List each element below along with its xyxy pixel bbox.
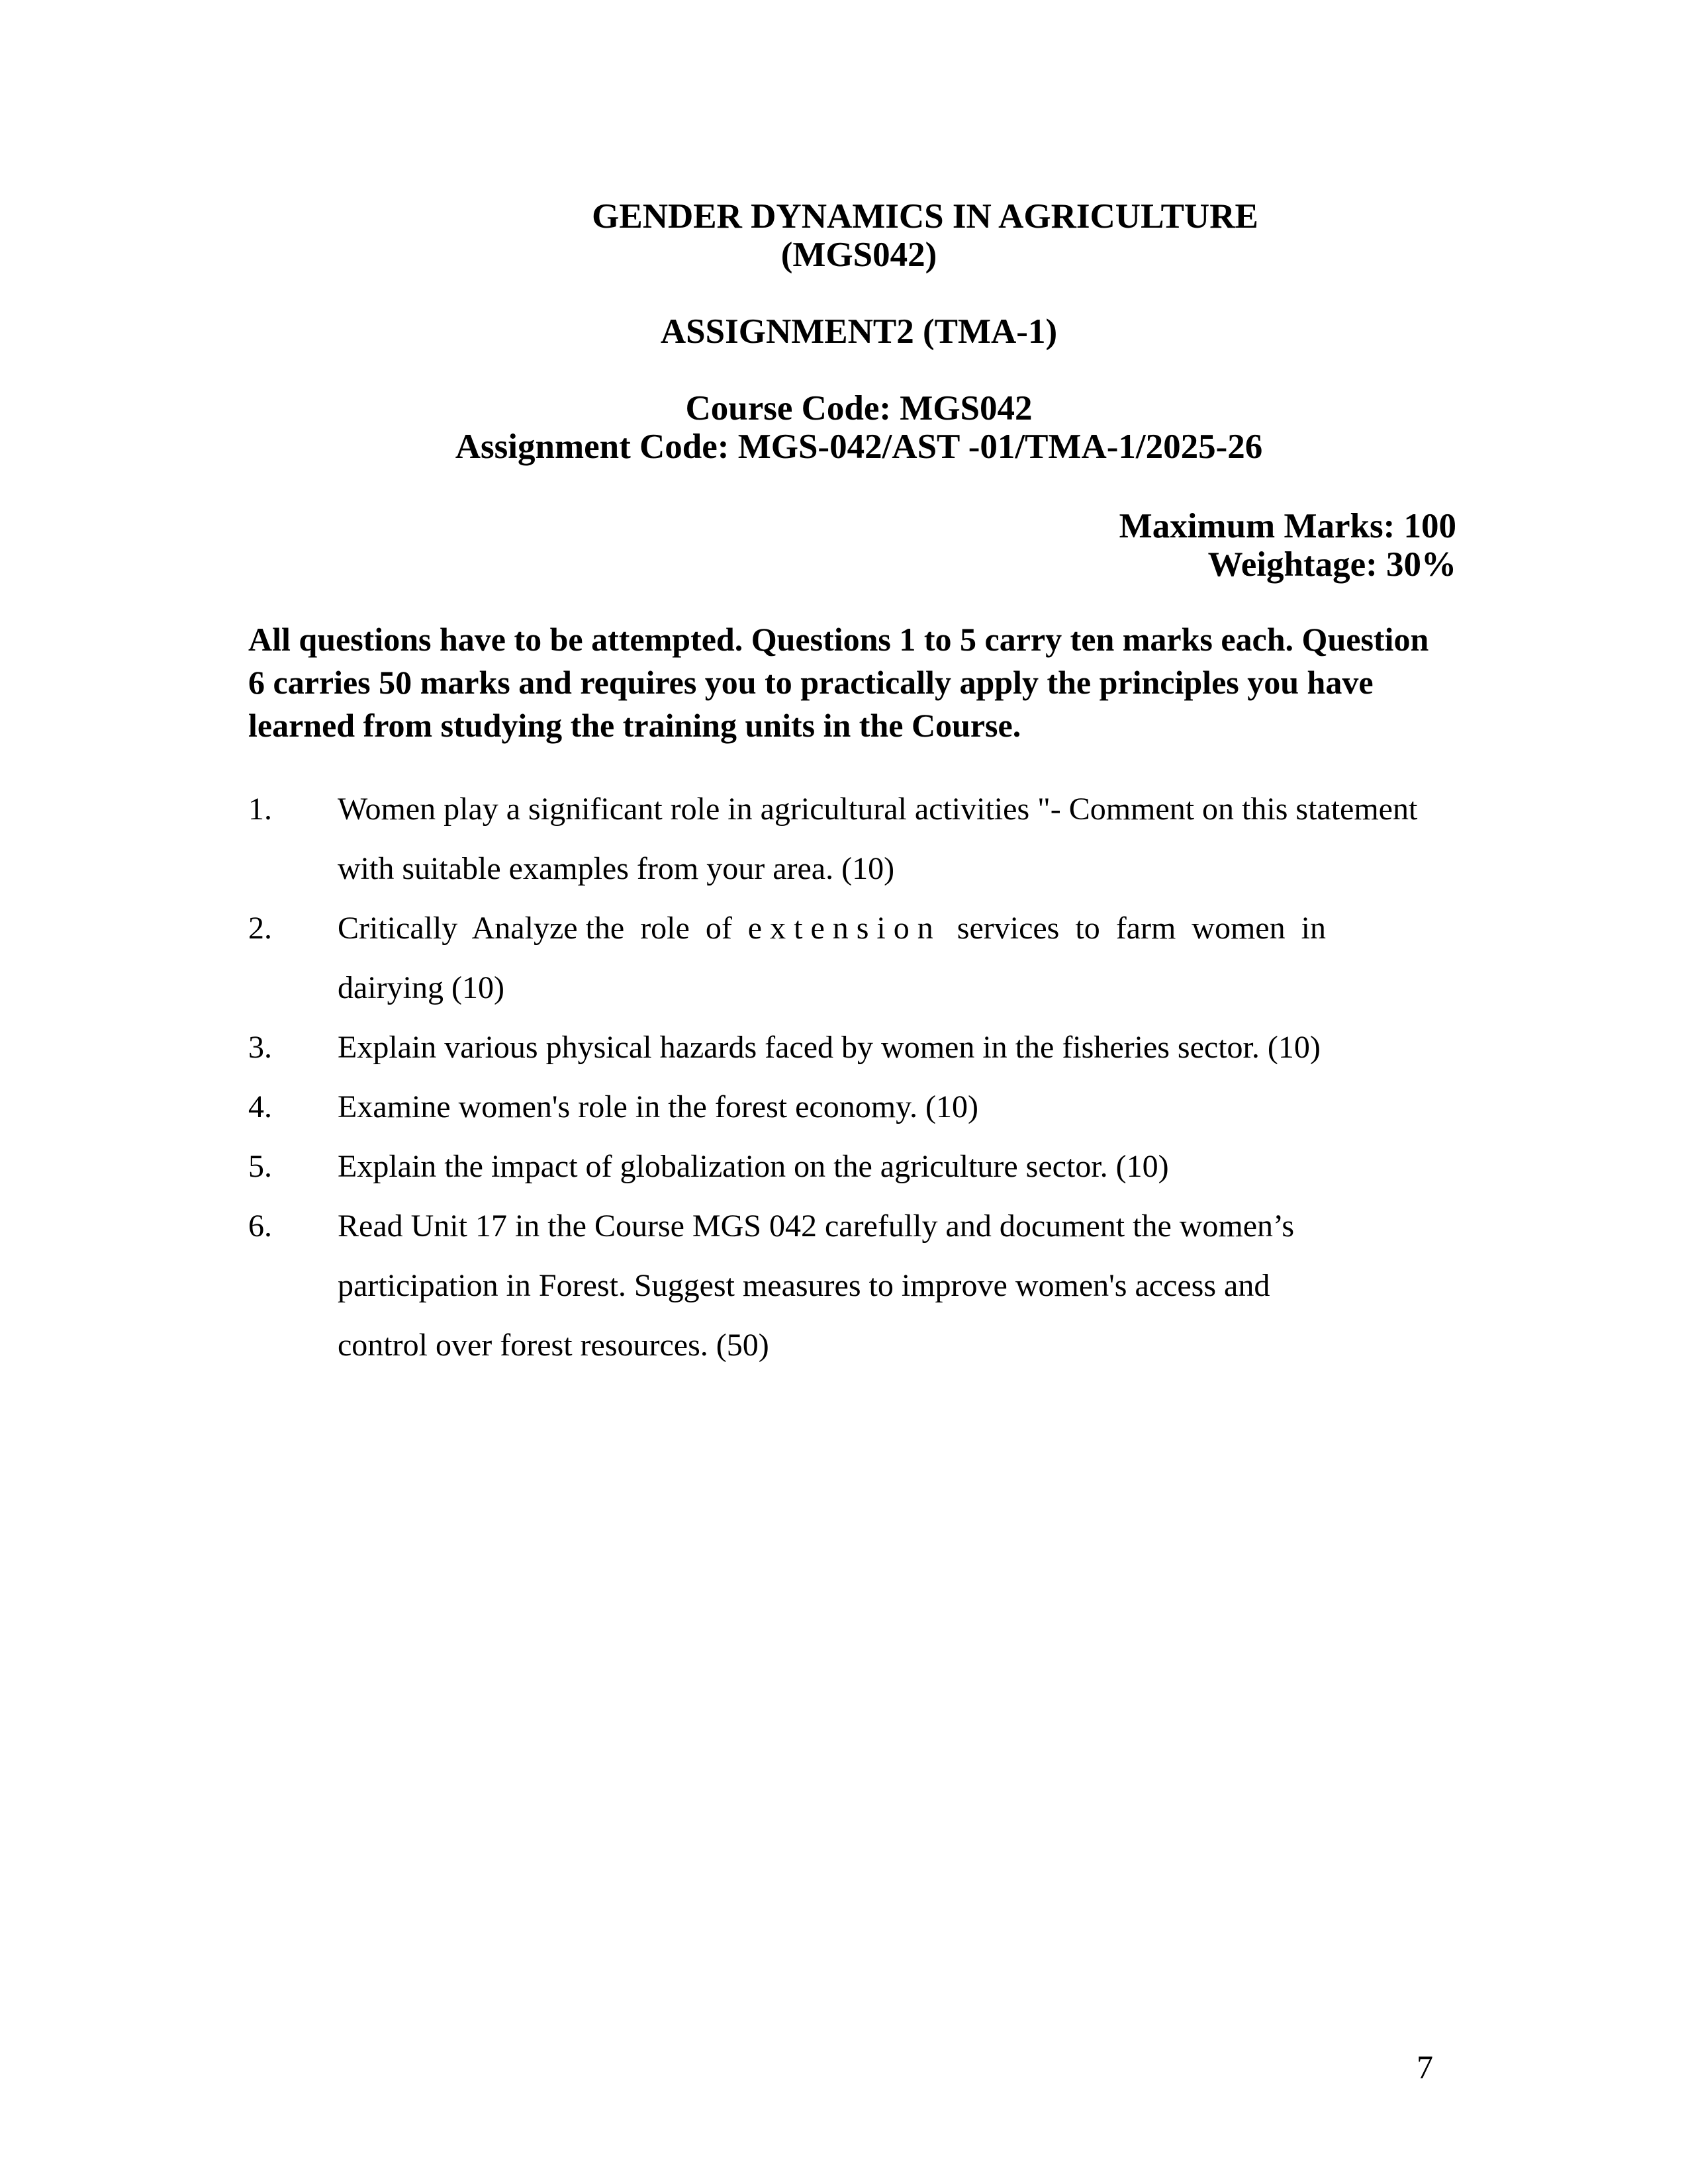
- instructions-line: learned from studying the training units in the Course.: [248, 707, 1021, 744]
- course-code-subtitle: (MGS042): [780, 236, 937, 274]
- header-spacer: [248, 351, 1470, 389]
- question-item: [248, 1197, 1566, 1375]
- question-number: 1.: [248, 792, 272, 827]
- instructions-line: All questions have to be attempted. Questions 1 to 5 carry ten marks each. Question: [248, 621, 1429, 658]
- document-header: [248, 197, 1470, 466]
- weightage-line: Weightage: 30%: [1207, 545, 1456, 584]
- question-line: with suitable examples from your area. (10): [338, 851, 895, 886]
- document-title: GENDER DYNAMICS IN AGRICULTURE: [592, 197, 1258, 236]
- question-list: [248, 780, 1566, 1375]
- question-line: dairying (10): [338, 970, 504, 1005]
- instructions-line: 6 carries 50 marks and requires you to practically apply the principles you have: [248, 664, 1374, 701]
- question-line: Read Unit 17 in the Course MGS 042 carefully and document the women’s: [338, 1208, 1295, 1244]
- question-line: participation in Forest. Suggest measures to improve women's access and: [338, 1268, 1270, 1303]
- question-line: Critically Analyze the role of e x t e n s i o n services to farm women in: [338, 911, 1326, 946]
- question-text: [338, 1137, 1566, 1197]
- question-text: [338, 1077, 1566, 1137]
- assignment-code-line: Assignment Code: MGS-042/AST -01/TMA-1/2025-26: [455, 428, 1263, 466]
- assignment-heading: ASSIGNMENT2 (TMA-1): [660, 312, 1058, 351]
- course-code-line: Course Code: MGS042: [685, 389, 1033, 428]
- question-item: [248, 1018, 1566, 1077]
- question-line: Women play a significant role in agricultural activities "- Comment on this statement: [338, 792, 1418, 827]
- question-number: 4.: [248, 1089, 272, 1124]
- question-text: [338, 780, 1566, 899]
- question-item: [248, 899, 1566, 1018]
- header-spacer: [248, 274, 1470, 312]
- marks-block: [248, 507, 1456, 584]
- question-line: Explain the impact of globalization on the agriculture sector. (10): [338, 1149, 1169, 1184]
- question-number: 6.: [248, 1208, 272, 1244]
- question-text: [338, 899, 1566, 1018]
- question-item: [248, 780, 1566, 899]
- page-number: 7: [1417, 2048, 1433, 2085]
- question-text: [338, 1197, 1566, 1375]
- question-item: [248, 1077, 1566, 1137]
- question-item: [248, 1137, 1566, 1197]
- question-line: Examine women's role in the forest economy. (10): [338, 1089, 978, 1124]
- question-number: 5.: [248, 1149, 272, 1184]
- instructions-paragraph: [248, 618, 1526, 747]
- question-text: [338, 1018, 1566, 1077]
- question-number: 3.: [248, 1030, 272, 1065]
- question-line: Explain various physical hazards faced by women in the fisheries sector. (10): [338, 1030, 1321, 1065]
- maximum-marks-line: Maximum Marks: 100: [1119, 507, 1456, 545]
- question-number: 2.: [248, 911, 272, 946]
- question-line: control over forest resources. (50): [338, 1328, 769, 1363]
